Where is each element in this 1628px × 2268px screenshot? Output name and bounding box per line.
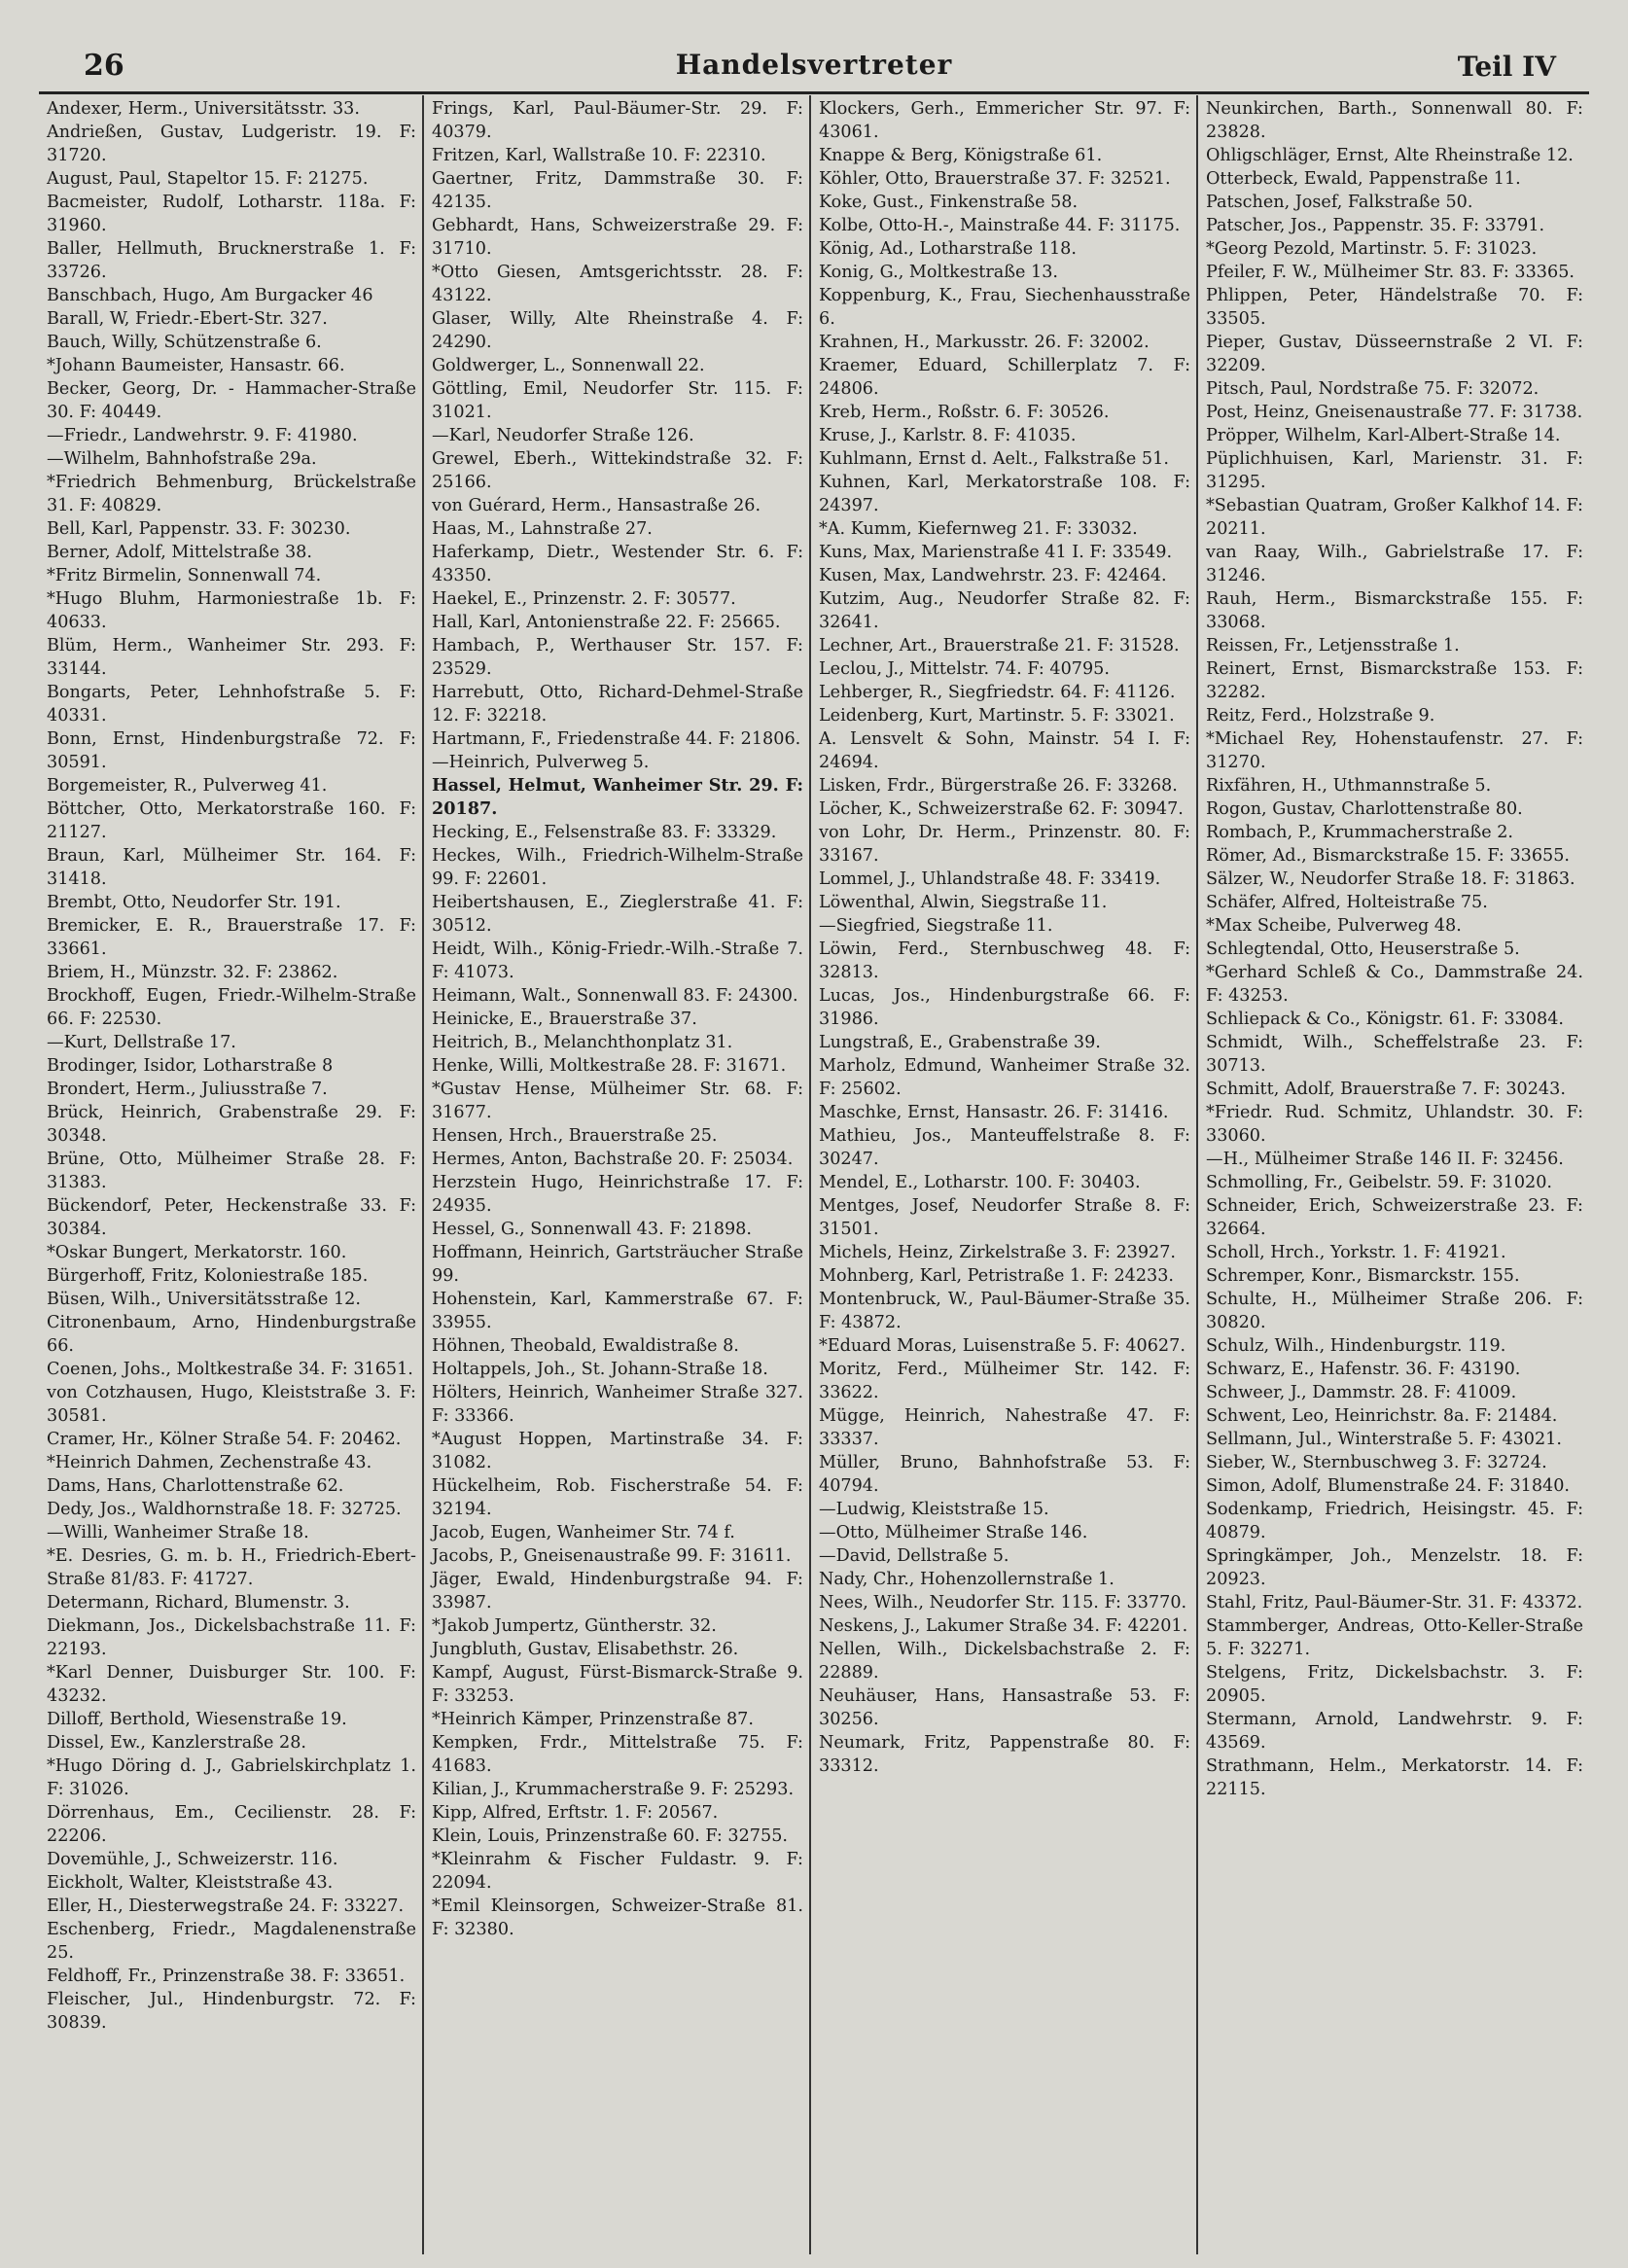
directory-entry: Hartmann, F., Friedenstraße 44. F: 21806.	[432, 729, 801, 749]
directory-entry: —Siegfried, Siegstraße 11.	[819, 916, 1053, 936]
directory-entry: Hohenstein, Karl, Kammerstraße 67. F: 33955.	[432, 1290, 803, 1332]
directory-entry: Schmitt, Adolf, Brauerstraße 7. F: 30243.	[1206, 1080, 1566, 1099]
directory-entry: Lehberger, R., Siegfriedstr. 64. F: 41126.	[819, 683, 1176, 702]
directory-entry: —Friedr., Landwehrstr. 9. F: 41980.	[47, 426, 358, 445]
directory-entry: *Sebastian Quatram, Großer Kalkhof 14. F: 20211.	[1206, 496, 1583, 539]
directory-entry: Kruse, J., Karlstr. 8. F: 41035.	[819, 426, 1077, 445]
directory-entry: Göttling, Emil, Neudorfer Str. 115. F: 31021.	[432, 379, 803, 422]
directory-entry: Springkämper, Joh., Menzelstr. 18. F: 20923.	[1206, 1546, 1583, 1589]
directory-entry: Eschenberg, Friedr., Magdalenenstraße 25.	[47, 1920, 416, 1963]
directory-entry: Brembt, Otto, Neudorfer Str. 191.	[47, 893, 341, 912]
directory-entry: —H., Mülheimer Straße 146 II. F: 32456.	[1206, 1150, 1564, 1169]
directory-entry: Nees, Wilh., Neudorfer Str. 115. F: 33770.	[819, 1593, 1187, 1612]
directory-entry: Brondert, Herm., Juliusstraße 7.	[47, 1080, 328, 1099]
directory-entry: Nady, Chr., Hohenzollernstraße 1.	[819, 1570, 1115, 1589]
directory-entry: Determann, Richard, Blumenstr. 3.	[47, 1593, 350, 1612]
directory-entry: Kipp, Alfred, Erftstr. 1. F: 20567.	[432, 1803, 719, 1823]
directory-entry: Hall, Karl, Antonienstraße 22. F: 25665.	[432, 613, 781, 632]
column-1	[39, 95, 424, 2254]
directory-entry: Harrebutt, Otto, Richard-Dehmel-Straße 12. F: 32218.	[432, 683, 803, 726]
directory-entry: Jungbluth, Gustav, Elisabethstr. 26.	[432, 1640, 739, 1659]
directory-entry: Michels, Heinz, Zirkelstraße 3. F: 23927.	[819, 1243, 1177, 1262]
directory-entry: Schweer, J., Dammstr. 28. F: 41009.	[1206, 1383, 1517, 1402]
directory-entry: —Wilhelm, Bahnhofstraße 29a.	[47, 449, 317, 469]
directory-entry: August, Paul, Stapeltor 15. F: 21275.	[47, 169, 369, 189]
directory-entry: *Fritz Birmelin, Sonnenwall 74.	[47, 566, 322, 585]
directory-entry: —Ludwig, Kleiststraße 15.	[819, 1500, 1049, 1519]
directory-entry: *Heinrich Dahmen, Zechenstraße 43.	[47, 1453, 372, 1472]
directory-entry: *Karl Denner, Duisburger Str. 100. F: 43232.	[47, 1663, 416, 1706]
directory-entry: Heimann, Walt., Sonnenwall 83. F: 24300.	[432, 986, 798, 1006]
directory-entry: Schulte, H., Mülheimer Straße 206. F: 30820.	[1206, 1290, 1583, 1332]
directory-entry: Brück, Heinrich, Grabenstraße 29. F: 30348.	[47, 1103, 416, 1146]
directory-entry: Schäfer, Alfred, Holteistraße 75.	[1206, 893, 1488, 912]
directory-entry: Dilloff, Berthold, Wiesenstraße 19.	[47, 1710, 347, 1729]
directory-entry: Gaertner, Fritz, Dammstraße 30. F: 42135.	[432, 169, 803, 212]
directory-entry: Römer, Ad., Bismarckstraße 15. F: 33655.	[1206, 846, 1571, 866]
directory-entry: von Lohr, Dr. Herm., Prinzenstr. 80. F: 33167.	[819, 823, 1190, 866]
directory-entry: Hoffmann, Heinrich, Gartsträucher Straße 99.	[432, 1243, 803, 1286]
directory-entry: von Guérard, Herm., Hansastraße 26.	[432, 496, 761, 515]
directory-entry: Löwenthal, Alwin, Siegstraße 11.	[819, 893, 1108, 912]
directory-entry: Schremper, Konr., Bismarckstr. 155.	[1206, 1266, 1520, 1286]
directory-entry: Heinicke, E., Brauerstraße 37.	[432, 1010, 697, 1029]
directory-entry: Neuhäuser, Hans, Hansastraße 53. F: 30256.	[819, 1686, 1190, 1729]
directory-entry: Püplichhuisen, Karl, Marienstr. 31. F: 31295.	[1206, 449, 1583, 492]
directory-entry: Diekmann, Jos., Dickelsbachstraße 11. F: 22193.	[47, 1616, 416, 1659]
directory-entry: Sodenkamp, Friedrich, Heisingstr. 45. F: 40879.	[1206, 1500, 1583, 1542]
directory-entry: Henke, Willi, Moltkestraße 28. F: 31671.	[432, 1056, 787, 1076]
directory-entry: Patschen, Josef, Falkstraße 50.	[1206, 193, 1473, 212]
directory-entry: Büsen, Wilh., Universitätsstraße 12.	[47, 1290, 361, 1309]
directory-entry: Otterbeck, Ewald, Pappenstraße 11.	[1206, 169, 1521, 189]
directory-entry: Bonn, Ernst, Hindenburgstraße 72. F: 30591.	[47, 729, 416, 772]
directory-entry: *Max Scheibe, Pulverweg 48.	[1206, 916, 1462, 936]
directory-entry: Heckes, Wilh., Friedrich-Wilhelm-Straße 99. F: 22601.	[432, 846, 803, 889]
directory-entry: *August Hoppen, Martinstraße 34. F: 31082.	[432, 1430, 803, 1472]
directory-entry: Kampf, August, Fürst-Bismarck-Straße 9. F: 33253.	[432, 1663, 803, 1706]
column-3	[811, 95, 1198, 2254]
directory-entry: Schwarz, E., Hafenstr. 36. F: 43190.	[1206, 1360, 1521, 1379]
directory-entry: Höhnen, Theobald, Ewaldistraße 8.	[432, 1336, 739, 1356]
directory-entry: *Friedr. Rud. Schmitz, Uhlandstr. 30. F: 33060.	[1206, 1103, 1583, 1146]
directory-entry: Eller, H., Diesterwegstraße 24. F: 33227.	[47, 1896, 405, 1916]
directory-entry: Blüm, Herm., Wanheimer Str. 293. F: 33144.	[47, 636, 416, 679]
directory-entry: Borgemeister, R., Pulverweg 41.	[47, 776, 328, 796]
directory-entry: Kraemer, Eduard, Schillerplatz 7. F: 24806.	[819, 356, 1190, 399]
directory-entry: Heidt, Wilh., König-Friedr.-Wilh.-Straße 7. F: 41073.	[432, 939, 803, 982]
directory-entry: *Michael Rey, Hohenstaufenstr. 27. F: 31270.	[1206, 729, 1583, 772]
directory-entry: Neumark, Fritz, Pappenstraße 80. F: 33312.	[819, 1733, 1190, 1776]
directory-entry: Brüne, Otto, Mülheimer Straße 28. F: 31383.	[47, 1150, 416, 1192]
directory-entry: Löwin, Ferd., Sternbuschweg 48. F: 32813.	[819, 939, 1190, 982]
directory-entry: Neunkirchen, Barth., Sonnenwall 80. F: 23828.	[1206, 99, 1583, 142]
directory-entry: Böttcher, Otto, Merkatorstraße 160. F: 21127.	[47, 799, 416, 842]
directory-entry: *Gerhard Schleß & Co., Dammstraße 24. F: 43253.	[1206, 963, 1583, 1006]
directory-entry: Haas, M., Lahnstraße 27.	[432, 519, 653, 539]
directory-entry: Baller, Hellmuth, Brucknerstraße 1. F: 33726.	[47, 239, 416, 282]
directory-entry: Konig, G., Moltkestraße 13.	[819, 263, 1058, 282]
directory-entry: Schneider, Erich, Schweizerstraße 23. F: 32664.	[1206, 1196, 1583, 1239]
directory-entry: Sellmann, Jul., Winterstraße 5. F: 43021.	[1206, 1430, 1562, 1449]
directory-entry: Dams, Hans, Charlottenstraße 62.	[47, 1476, 344, 1496]
directory-entry: Jäger, Ewald, Hindenburgstraße 94. F: 33987.	[432, 1570, 803, 1612]
directory-entry: Haekel, E., Prinzenstr. 2. F: 30577.	[432, 589, 736, 609]
directory-entry: Dissel, Ew., Kanzlerstraße 28.	[47, 1733, 307, 1753]
directory-entry: *E. Desries, G. m. b. H., Friedrich-Ebert-Straße 81/83. F: 41727.	[47, 1546, 416, 1589]
directory-entry: *Heinrich Kämper, Prinzenstraße 87.	[432, 1710, 754, 1729]
directory-entry: Lommel, J., Uhlandstraße 48. F: 33419.	[819, 869, 1161, 889]
directory-entry: Ohligschläger, Ernst, Alte Rheinstraße 12.	[1206, 146, 1574, 165]
directory-entry: Schlegtendal, Otto, Heuserstraße 5.	[1206, 939, 1520, 959]
directory-entry: Reitz, Ferd., Holzstraße 9.	[1206, 706, 1435, 726]
directory-entry: Montenbruck, W., Paul-Bäumer-Straße 35. F: 43872.	[819, 1290, 1190, 1332]
directory-entry: Leidenberg, Kurt, Martinstr. 5. F: 33021.	[819, 706, 1175, 726]
directory-entry: Simon, Adolf, Blumenstraße 24. F: 31840.	[1206, 1476, 1571, 1496]
directory-entry: Barall, W, Friedr.-Ebert-Str. 327.	[47, 309, 328, 329]
directory-entry: —Otto, Mülheimer Straße 146.	[819, 1523, 1088, 1542]
directory-entry: Glaser, Willy, Alte Rheinstraße 4. F: 24290.	[432, 309, 803, 352]
directory-entry: Strathmann, Helm., Merkatorstr. 14. F: 22115.	[1206, 1756, 1583, 1799]
directory-entry: Reissen, Fr., Letjensstraße 1.	[1206, 636, 1460, 656]
directory-entry: Berner, Adolf, Mittelstraße 38.	[47, 543, 312, 562]
directory-entry: Pitsch, Paul, Nordstraße 75. F: 32072.	[1206, 379, 1540, 399]
column-2	[424, 95, 811, 2254]
directory-entry: König, Ad., Lotharstraße 118.	[819, 239, 1077, 259]
directory-entry: Hecking, E., Felsenstraße 83. F: 33329.	[432, 823, 777, 842]
directory-entry: Becker, Georg, Dr. - Hammacher-Straße 30. F: 40449.	[47, 379, 416, 422]
directory-entry: Eickholt, Walter, Kleiststraße 43.	[47, 1873, 334, 1893]
directory-entry: Dedy, Jos., Waldhornstraße 18. F: 32725.	[47, 1500, 402, 1519]
directory-entry: Coenen, Johs., Moltkestraße 34. F: 31651.	[47, 1360, 413, 1379]
directory-entry: Citronenbaum, Arno, Hindenburgstraße 66.	[47, 1313, 416, 1356]
directory-entry: —Karl, Neudorfer Straße 126.	[432, 426, 694, 445]
directory-entry: Hermes, Anton, Bachstraße 20. F: 25034.	[432, 1150, 794, 1169]
directory-entry: Sälzer, W., Neudorfer Straße 18. F: 31863.	[1206, 869, 1575, 889]
directory-entry: Jacob, Eugen, Wanheimer Str. 74 f.	[432, 1523, 735, 1542]
directory-entry: Frings, Karl, Paul-Bäumer-Str. 29. F: 40379.	[432, 99, 803, 142]
section-label: Teil IV	[1457, 51, 1556, 83]
directory-entry: Rombach, P., Krummacherstraße 2.	[1206, 823, 1513, 842]
directory-entry: Bückendorf, Peter, Heckenstraße 33. F: 30384.	[47, 1196, 416, 1239]
directory-entry: Heibertshausen, E., Zieglerstraße 41. F: 30512.	[432, 893, 803, 936]
directory-entry: Marholz, Edmund, Wanheimer Straße 32. F: 25602.	[819, 1056, 1190, 1099]
directory-entry: Kusen, Max, Landwehrstr. 23. F: 42464.	[819, 566, 1167, 585]
directory-entry: Stelgens, Fritz, Dickelsbachstr. 3. F: 20905.	[1206, 1663, 1583, 1706]
directory-entry: Herzstein Hugo, Heinrichstraße 17. F: 24935.	[432, 1173, 803, 1216]
directory-entry: Banschbach, Hugo, Am Burgacker 46	[47, 286, 373, 305]
directory-entry: Maschke, Ernst, Hansastr. 26. F: 31416.	[819, 1103, 1169, 1122]
directory-entry: —David, Dellstraße 5.	[819, 1546, 1009, 1566]
directory-entry: Rixfähren, H., Uthmannstraße 5.	[1206, 776, 1492, 796]
directory-entry: Patscher, Jos., Pappenstr. 35. F: 33791.	[1206, 216, 1545, 235]
directory-entry: Mohnberg, Karl, Petristraße 1. F: 24233.	[819, 1266, 1175, 1286]
directory-entry: Hessel, G., Sonnenwall 43. F: 21898.	[432, 1220, 752, 1239]
directory-entry: Klockers, Gerh., Emmericher Str. 97. F: 43061.	[819, 99, 1190, 142]
directory-entry: Haferkamp, Dietr., Westender Str. 6. F: 43350.	[432, 543, 803, 585]
directory-entry: *Emil Kleinsorgen, Schweizer-Straße 81. F: 32380.	[432, 1896, 803, 1939]
directory-entry: —Willi, Wanheimer Straße 18.	[47, 1523, 309, 1542]
page-header	[39, 47, 1589, 94]
directory-entry: Mentges, Josef, Neudorfer Straße 8. F: 31501.	[819, 1196, 1190, 1239]
directory-entry: Schmolling, Fr., Geibelstr. 59. F: 31020.	[1206, 1173, 1553, 1192]
directory-entry: Andrießen, Gustav, Ludgeristr. 19. F: 31720.	[47, 123, 416, 165]
directory-entry: Kuhlmann, Ernst d. Aelt., Falkstraße 51.	[819, 449, 1169, 469]
directory-entry: Feldhoff, Fr., Prinzenstraße 38. F: 33651.	[47, 1967, 406, 1986]
directory-entry: Nellen, Wilh., Dickelsbachstraße 2. F: 22889.	[819, 1640, 1190, 1683]
directory-entry: Lisken, Frdr., Bürgerstraße 26. F: 33268.	[819, 776, 1178, 796]
directory-entry: *Gustav Hense, Mülheimer Str. 68. F: 31677.	[432, 1080, 803, 1122]
directory-entry: Mathieu, Jos., Manteuffelstraße 8. F: 30247.	[819, 1126, 1190, 1169]
page-title: Handelsvertreter	[675, 49, 953, 81]
directory-entry: Bell, Karl, Pappenstr. 33. F: 30230.	[47, 519, 351, 539]
directory-entry: *Georg Pezold, Martinstr. 5. F: 31023.	[1206, 239, 1538, 259]
directory-entry: Hensen, Hrch., Brauerstraße 25.	[432, 1126, 718, 1146]
directory-entry: Brockhoff, Eugen, Friedr.-Wilhelm-Straße 66. F: 22530.	[47, 986, 416, 1029]
directory-entry: Brodinger, Isidor, Lotharstraße 8	[47, 1056, 334, 1076]
directory-entry: Reinert, Ernst, Bismarckstraße 153. F: 32282.	[1206, 659, 1583, 702]
directory-entry: *Friedrich Behmenburg, Brückelstraße 31. F: 40829.	[47, 473, 416, 515]
directory-entry: *Otto Giesen, Amtsgerichtsstr. 28. F: 43122.	[432, 263, 803, 305]
directory-entry: Holtappels, Joh., St. Johann-Straße 18.	[432, 1360, 768, 1379]
directory-entry: Gebhardt, Hans, Schweizerstraße 29. F: 31710.	[432, 216, 803, 259]
directory-entry: *Johann Baumeister, Hansastr. 66.	[47, 356, 345, 375]
directory-entry: Hassel, Helmut, Wanheimer Str. 29. F: 20187.	[432, 775, 803, 819]
directory-entry: Mügge, Heinrich, Nahestraße 47. F: 33337.	[819, 1406, 1190, 1449]
directory-entry: Sieber, W., Sternbuschweg 3. F: 32724.	[1206, 1453, 1547, 1472]
directory-entry: Koke, Gust., Finkenstraße 58.	[819, 193, 1079, 212]
directory-entry: Schulz, Wilh., Hindenburgstr. 119.	[1206, 1336, 1506, 1356]
directory-entry: Pfeiler, F. W., Mülheimer Str. 83. F: 33365.	[1206, 263, 1575, 282]
directory-entry: —Heinrich, Pulverweg 5.	[432, 753, 650, 772]
directory-entry: Pröpper, Wilhelm, Karl-Albert-Straße 14.	[1206, 426, 1561, 445]
directory-entry: Heitrich, B., Melanchthonplatz 31.	[432, 1033, 733, 1052]
directory-entry: Fritzen, Karl, Wallstraße 10. F: 22310.	[432, 146, 766, 165]
directory-entry: Hambach, P., Werthauser Str. 157. F: 23529.	[432, 636, 803, 679]
directory-entry: Lucas, Jos., Hindenburgstraße 66. F: 31986.	[819, 986, 1190, 1029]
directory-entry: Braun, Karl, Mülheimer Str. 164. F: 31418.	[47, 846, 416, 889]
directory-entry: Stermann, Arnold, Landwehrstr. 9. F: 43569.	[1206, 1710, 1583, 1753]
directory-entry: Schliepack & Co., Königstr. 61. F: 33084.	[1206, 1010, 1565, 1029]
directory-entry: Neskens, J., Lakumer Straße 34. F: 42201.	[819, 1616, 1188, 1636]
directory-entry: *Hugo Döring d. J., Gabrielskirchplatz 1. F: 31026.	[47, 1756, 416, 1799]
directory-entry: Mendel, E., Lotharstr. 100. F: 30403.	[819, 1173, 1141, 1192]
directory-entry: Bremicker, E. R., Brauerstraße 17. F: 33661.	[47, 916, 416, 959]
directory-entry: Schmidt, Wilh., Scheffelstraße 23. F: 30713.	[1206, 1033, 1583, 1076]
directory-entry: Pieper, Gustav, Düsseernstraße 2 VI. F: 32209.	[1206, 333, 1583, 375]
directory-entry: Bürgerhoff, Fritz, Koloniestraße 185.	[47, 1266, 369, 1286]
directory-entry: Schwent, Leo, Heinrichstr. 8a. F: 21484.	[1206, 1406, 1558, 1426]
directory-entry: Lechner, Art., Brauerstraße 21. F: 31528.	[819, 636, 1180, 656]
directory-entry: Kutzim, Aug., Neudorfer Straße 82. F: 32641.	[819, 589, 1190, 632]
directory-entry: Köhler, Otto, Brauerstraße 37. F: 32521.	[819, 169, 1171, 189]
directory-entry: Rogon, Gustav, Charlottenstraße 80.	[1206, 799, 1523, 819]
directory-entry: van Raay, Wilh., Gabrielstraße 17. F: 31246.	[1206, 543, 1583, 585]
directory-entry: Bongarts, Peter, Lehnhofstraße 5. F: 40331.	[47, 683, 416, 726]
directory-columns	[39, 95, 1589, 2254]
directory-entry: Klein, Louis, Prinzenstraße 60. F: 32755.	[432, 1826, 788, 1846]
directory-entry: Scholl, Hrch., Yorkstr. 1. F: 41921.	[1206, 1243, 1506, 1262]
directory-entry: *A. Kumm, Kiefernweg 21. F: 33032.	[819, 519, 1138, 539]
directory-entry: Jacobs, P., Gneisenaustraße 99. F: 31611.	[432, 1546, 792, 1566]
directory-entry: Kolbe, Otto-H.-, Mainstraße 44. F: 31175.	[819, 216, 1181, 235]
directory-entry: Dörrenhaus, Em., Cecilienstr. 28. F: 22206.	[47, 1803, 416, 1846]
directory-entry: Fleischer, Jul., Hindenburgstr. 72. F: 30839.	[47, 1990, 416, 2033]
directory-entry: Lungstraß, E., Grabenstraße 39.	[819, 1033, 1101, 1052]
directory-entry: Dovemühle, J., Schweizerstr. 116.	[47, 1850, 338, 1869]
directory-entry: Kempken, Frdr., Mittelstraße 75. F: 41683.	[432, 1733, 803, 1776]
directory-entry: Kilian, J., Krummacherstraße 9. F: 25293.	[432, 1780, 795, 1799]
directory-entry: Moritz, Ferd., Mülheimer Str. 142. F: 33622.	[819, 1360, 1190, 1402]
directory-entry: Goldwerger, L., Sonnenwall 22.	[432, 356, 705, 375]
directory-entry: Löcher, K., Schweizerstraße 62. F: 30947.	[819, 799, 1184, 819]
directory-entry: Rauh, Herm., Bismarckstraße 155. F: 33068.	[1206, 589, 1583, 632]
directory-entry: Krahnen, H., Markusstr. 26. F: 32002.	[819, 333, 1150, 352]
directory-entry: von Cotzhausen, Hugo, Kleiststraße 3. F: 30581.	[47, 1383, 416, 1426]
directory-entry: Stahl, Fritz, Paul-Bäumer-Str. 31. F: 43372.	[1206, 1593, 1583, 1612]
directory-entry: Leclou, J., Mittelstr. 74. F: 40795.	[819, 659, 1110, 679]
directory-entry: Briem, H., Münzstr. 32. F: 23862.	[47, 963, 338, 982]
directory-entry: Bacmeister, Rudolf, Lotharstr. 118a. F: 31960.	[47, 193, 416, 235]
directory-entry: Kuhnen, Karl, Merkatorstraße 108. F: 24397.	[819, 473, 1190, 515]
directory-entry: *Oskar Bungert, Merkatorstr. 160.	[47, 1243, 347, 1262]
directory-entry: Cramer, Hr., Kölner Straße 54. F: 20462.	[47, 1430, 402, 1449]
directory-entry: *Hugo Bluhm, Harmoniestraße 1b. F: 40633.	[47, 589, 416, 632]
directory-entry: Andexer, Herm., Universitätsstr. 33.	[47, 99, 360, 119]
directory-entry: *Jakob Jumpertz, Güntherstr. 32.	[432, 1616, 717, 1636]
directory-entry: Post, Heinz, Gneisenaustraße 77. F: 31738.	[1206, 403, 1583, 422]
directory-entry: Hückelheim, Rob. Fischerstraße 54. F: 32194.	[432, 1476, 803, 1519]
column-4	[1198, 95, 1589, 2254]
page-number: 26	[84, 49, 124, 83]
directory-entry: Grewel, Eberh., Wittekindstraße 32. F: 25166.	[432, 449, 803, 492]
directory-entry: Knappe & Berg, Königstraße 61.	[819, 146, 1103, 165]
directory-entry: Müller, Bruno, Bahnhofstraße 53. F: 40794.	[819, 1453, 1190, 1496]
directory-entry: Hölters, Heinrich, Wanheimer Straße 327. F: 33366.	[432, 1383, 803, 1426]
directory-entry: —Kurt, Dellstraße 17.	[47, 1033, 236, 1052]
directory-entry: Kreb, Herm., Roßstr. 6. F: 30526.	[819, 403, 1110, 422]
directory-entry: Bauch, Willy, Schützenstraße 6.	[47, 333, 322, 352]
directory-entry: Stammberger, Andreas, Otto-Keller-Straße 5. F: 32271.	[1206, 1616, 1583, 1659]
directory-entry: *Kleinrahm & Fischer Fuldastr. 9. F: 22094.	[432, 1850, 803, 1893]
directory-entry: *Eduard Moras, Luisenstraße 5. F: 40627.	[819, 1336, 1186, 1356]
directory-entry: Koppenburg, K., Frau, Siechenhausstraße 6.	[819, 286, 1190, 329]
directory-entry: A. Lensvelt & Sohn, Mainstr. 54 I. F: 24694.	[819, 729, 1190, 772]
directory-entry: Kuns, Max, Marienstraße 41 I. F: 33549.	[819, 543, 1173, 562]
directory-entry: Phlippen, Peter, Händelstraße 70. F: 33505.	[1206, 286, 1583, 329]
